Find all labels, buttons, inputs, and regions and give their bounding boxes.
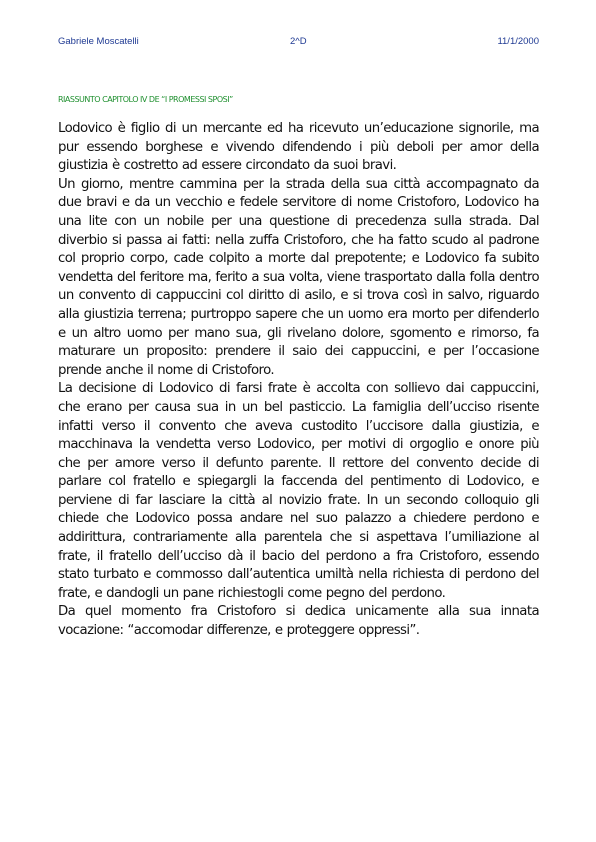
header-class: 2^D <box>290 36 307 47</box>
header-date: 11/1/2000 <box>497 36 539 47</box>
document-body <box>58 120 539 641</box>
document-title: RIASSUNTO CAPITOLO IV DE “I PROMESSI SPOSI” <box>58 95 233 104</box>
paragraph: Un giorno, mentre cammina per la strada della sua città accompagnato da due bravi e da un vecchio e fedele servitore di nome Cristoforo, Lodovico ha una lite con un nobile per una questione di precedenza sulla strada. Dal diverbio si passa ai fatti: nella zuffa Cristoforo, che ha fatto scudo al padrone col proprio corpo, cade colpito a morte dal prepotente; e Lodovico fa subito vendetta del feritore ma, ferito a sua volta, viene trasportato dalla folla dentro un convento di cappuccini col diritto di asilo, e si trova così in salvo, riguardo alla giustizia terrena; purtroppo sapere che un uomo era morto per difenderlo e un altro uomo per mano sua, gli rivelano dolore, sgomento e rimorso, fa maturare un proposito: prendere il saio dei cappuccini, e per l’occasione prende anche il nome di Cristoforo. <box>58 176 539 378</box>
paragraph: Lodovico è figlio di un mercante ed ha ricevuto un’educazione signorile, ma pur essendo borghese e vivendo difendendo i più deboli per amor della giustizia è costretto ad essere circondato da suoi bravi. <box>58 121 539 174</box>
paragraph: Da quel momento fra Cristoforo si dedica unicamente alla sua innata vocazione: “accomodar differenze, e proteggere oppressi”. <box>58 604 539 639</box>
page-header <box>58 36 539 50</box>
header-author: Gabriele Moscatelli <box>58 36 139 47</box>
paragraph: La decisione di Lodovico di farsi frate è accolta con sollievo dai cappuccini, che erano per causa sua in un bel pasticcio. La famiglia dell’ucciso risente infatti verso il convento che aveva custodito l’uccisore dalla giustizia, e macchinava la vendetta verso Lodovico, per motivi di orgoglio e onore più che per amore verso il defunto parente. Il rettore del convento decide di parlare col fratello e spiegargli la faccenda del pentimento di Lodovico, e perviene di far lasciare la città al novizio frate. In un secondo colloquio gli chiede che Lodovico possa andare nel suo palazzo a chiedere perdono e addirittura, contrariamente alla parentela che si aspettava l’umiliazione al frate, il fratello dell’ucciso dà il bacio del perdono a fra Cristoforo, essendo stato turbato e commosso dall’autentica umiltà nella richiesta di perdono del frate, e dandogli un pane richiestogli come pegno del perdono. <box>58 381 539 601</box>
